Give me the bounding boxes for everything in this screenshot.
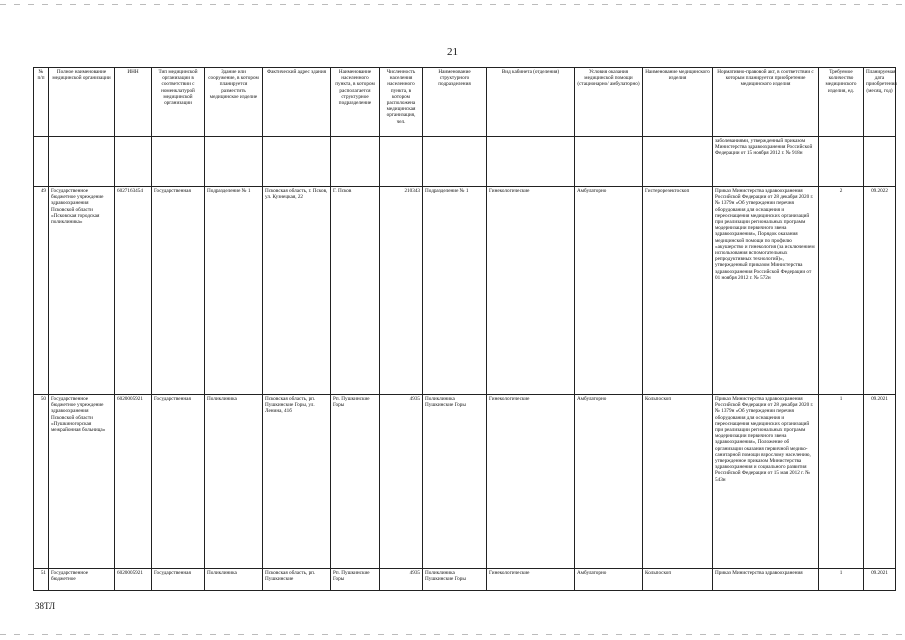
- table-cell: Амбулаторно: [575, 395, 643, 569]
- table-cell: 210343: [380, 187, 423, 395]
- equipment-table: [33, 67, 896, 591]
- table-cell: Поликлиника: [205, 569, 263, 591]
- header-cell: Нормативно-правовой акт, в соответствии с которым планируется приобретение медицинского изделия: [713, 68, 819, 137]
- table-cell: Государственная: [152, 395, 205, 569]
- table-cell: Г. Псков: [331, 187, 380, 395]
- table-cell: Гистерорезектоскоп: [643, 187, 713, 395]
- table-cell: 1: [819, 569, 864, 591]
- table-cell: Приказ Министерства здравоохранения Российской Федерации от 28 декабря 2020 г. № 1379н «Об утверждении перечня оборудования для оснащения и переоснащения медицинских организаций при реализации региональных программ модернизации первичного звена здравоохранения», Положение об организации оказания первичной медико-санитарной помощи взрослому населению, утвержденное приказом Министерства здравоохранения и социального развития Российской Федерации от 15 мая 2012 г. № 543н: [713, 395, 819, 569]
- table-cell: Государственная: [152, 569, 205, 591]
- table-cell: [423, 137, 487, 187]
- header-cell: Здание или сооружение, в котором планируется разместить медицинское изделие: [205, 68, 263, 137]
- table-cell: 09.2021: [864, 395, 896, 569]
- scan-artifact-top: [0, 4, 905, 5]
- table-cell: [205, 137, 263, 187]
- header-cell: ИНН: [115, 68, 152, 137]
- table-cell: 51: [34, 569, 49, 591]
- table-cell: 50: [34, 395, 49, 569]
- table-cell: Псковская область, рп. Пушкинские Горы, ул. Ленина, 41б: [263, 395, 331, 569]
- table-cell: Поликлиника Пушкинские Горы: [423, 569, 487, 591]
- header-cell: Наименование структурного подразделения: [423, 68, 487, 137]
- table-cell: Амбулаторно: [575, 187, 643, 395]
- header-row: [34, 68, 896, 137]
- table-cell: 1: [819, 395, 864, 569]
- table-cell: Поликлиника: [205, 395, 263, 569]
- table-row: [34, 395, 896, 569]
- table-cell: Подразделение № 1: [423, 187, 487, 395]
- table-cell: Гинекологические: [487, 395, 575, 569]
- header-cell: Фактический адрес здания: [263, 68, 331, 137]
- table-cell: [819, 137, 864, 187]
- table-cell: [487, 137, 575, 187]
- table-cell: Гинекологические: [487, 187, 575, 395]
- table-cell: [331, 137, 380, 187]
- header-cell: Численность населения населенного пункта, в котором расположена медицинская организация, чел.: [380, 68, 423, 137]
- table-cell: [643, 137, 713, 187]
- header-cell: Вид кабинета (отделения): [487, 68, 575, 137]
- table-cell: Псковская область, рп. Пушкинские: [263, 569, 331, 591]
- header-cell: Планируемая дата приобретения (месяц, год): [864, 68, 896, 137]
- table-cell: [115, 137, 152, 187]
- table-cell: Псковская область, г. Псков, ул. Кузнецкая, 22: [263, 187, 331, 395]
- header-cell: Полное наименование медицинской организации: [49, 68, 115, 137]
- table-cell: Кольпоскоп: [643, 569, 713, 591]
- table-cell: Государственное бюджетное учреждение здравоохранения Псковской области «Пушкиногорская межрайонная больница»: [49, 395, 115, 569]
- table-cell: Кольпоскоп: [643, 395, 713, 569]
- table-cell: Рп. Пушкинские Горы: [331, 569, 380, 591]
- header-cell: Наименование медицинского изделия: [643, 68, 713, 137]
- table-cell: 09.2021: [864, 569, 896, 591]
- table-cell: [575, 137, 643, 187]
- table-cell: Поликлиника Пушкинские Горы: [423, 395, 487, 569]
- table-cell: [49, 137, 115, 187]
- table-cell: [864, 137, 896, 187]
- table-cell: Государственная: [152, 187, 205, 395]
- table-cell: 4935: [380, 569, 423, 591]
- table-cell: Государственное бюджетное: [49, 569, 115, 591]
- table-cell: [263, 137, 331, 187]
- header-cell: Наименование населенного пункта, в котором располагается структурное подразделение: [331, 68, 380, 137]
- table-row: [34, 137, 896, 187]
- table-cell: 4935: [380, 395, 423, 569]
- table-cell: 6020005921: [115, 395, 152, 569]
- table-cell: Государственное бюджетное учреждение здравоохранения Псковской области «Псковская городская поликлиника»: [49, 187, 115, 395]
- header-cell: Требуемое количество медицинского изделия, ед.: [819, 68, 864, 137]
- table-cell: заболеваниями, утвержденный приказом Министерства здравоохранения Российской Федерации от 15 ноября 2012 г. № 918н: [713, 137, 819, 187]
- page-number: 21: [447, 46, 458, 58]
- footer-code: 38ТЛ: [35, 601, 56, 611]
- table-cell: 09.2022: [864, 187, 896, 395]
- table-cell: [34, 137, 49, 187]
- table-cell: Подразделение № 1: [205, 187, 263, 395]
- table-cell: Приказ Министерства здравоохранения: [713, 569, 819, 591]
- table-cell: 6020005921: [115, 569, 152, 591]
- header-cell: Тип медицинской организации в соответствии с номенклатурой медицинской организации: [152, 68, 205, 137]
- table-cell: 6027163454: [115, 187, 152, 395]
- table-cell: 2: [819, 187, 864, 395]
- header-cell: № п/п: [34, 68, 49, 137]
- table-cell: Рп. Пушкинские Горы: [331, 395, 380, 569]
- table-cell: 49: [34, 187, 49, 395]
- table-cell: Приказ Министерства здравоохранения Российской Федерации от 28 декабря 2020 г. № 1379н «Об утверждении перечня оборудования для оснащения и переоснащения медицинских организаций при реализации региональных программ модернизации первичного звена здравоохранения», Порядок оказания медицинской помощи по профилю «акушерство и гинекология (за исключением использования вспомогательных репродуктивных технологий)», утвержденный приказом Министерства здравоохранения Российской Федерации от 01 ноября 2012 г. № 572н: [713, 187, 819, 395]
- scan-artifact-bottom: [0, 634, 905, 635]
- table-cell: Амбулаторно: [575, 569, 643, 591]
- table-cell: Гинекологические: [487, 569, 575, 591]
- table-cell: [152, 137, 205, 187]
- table-cell: [380, 137, 423, 187]
- header-cell: Условия оказания медицинской помощи (стационарно/ амбулаторно): [575, 68, 643, 137]
- table-row: [34, 569, 896, 591]
- table-row: [34, 187, 896, 395]
